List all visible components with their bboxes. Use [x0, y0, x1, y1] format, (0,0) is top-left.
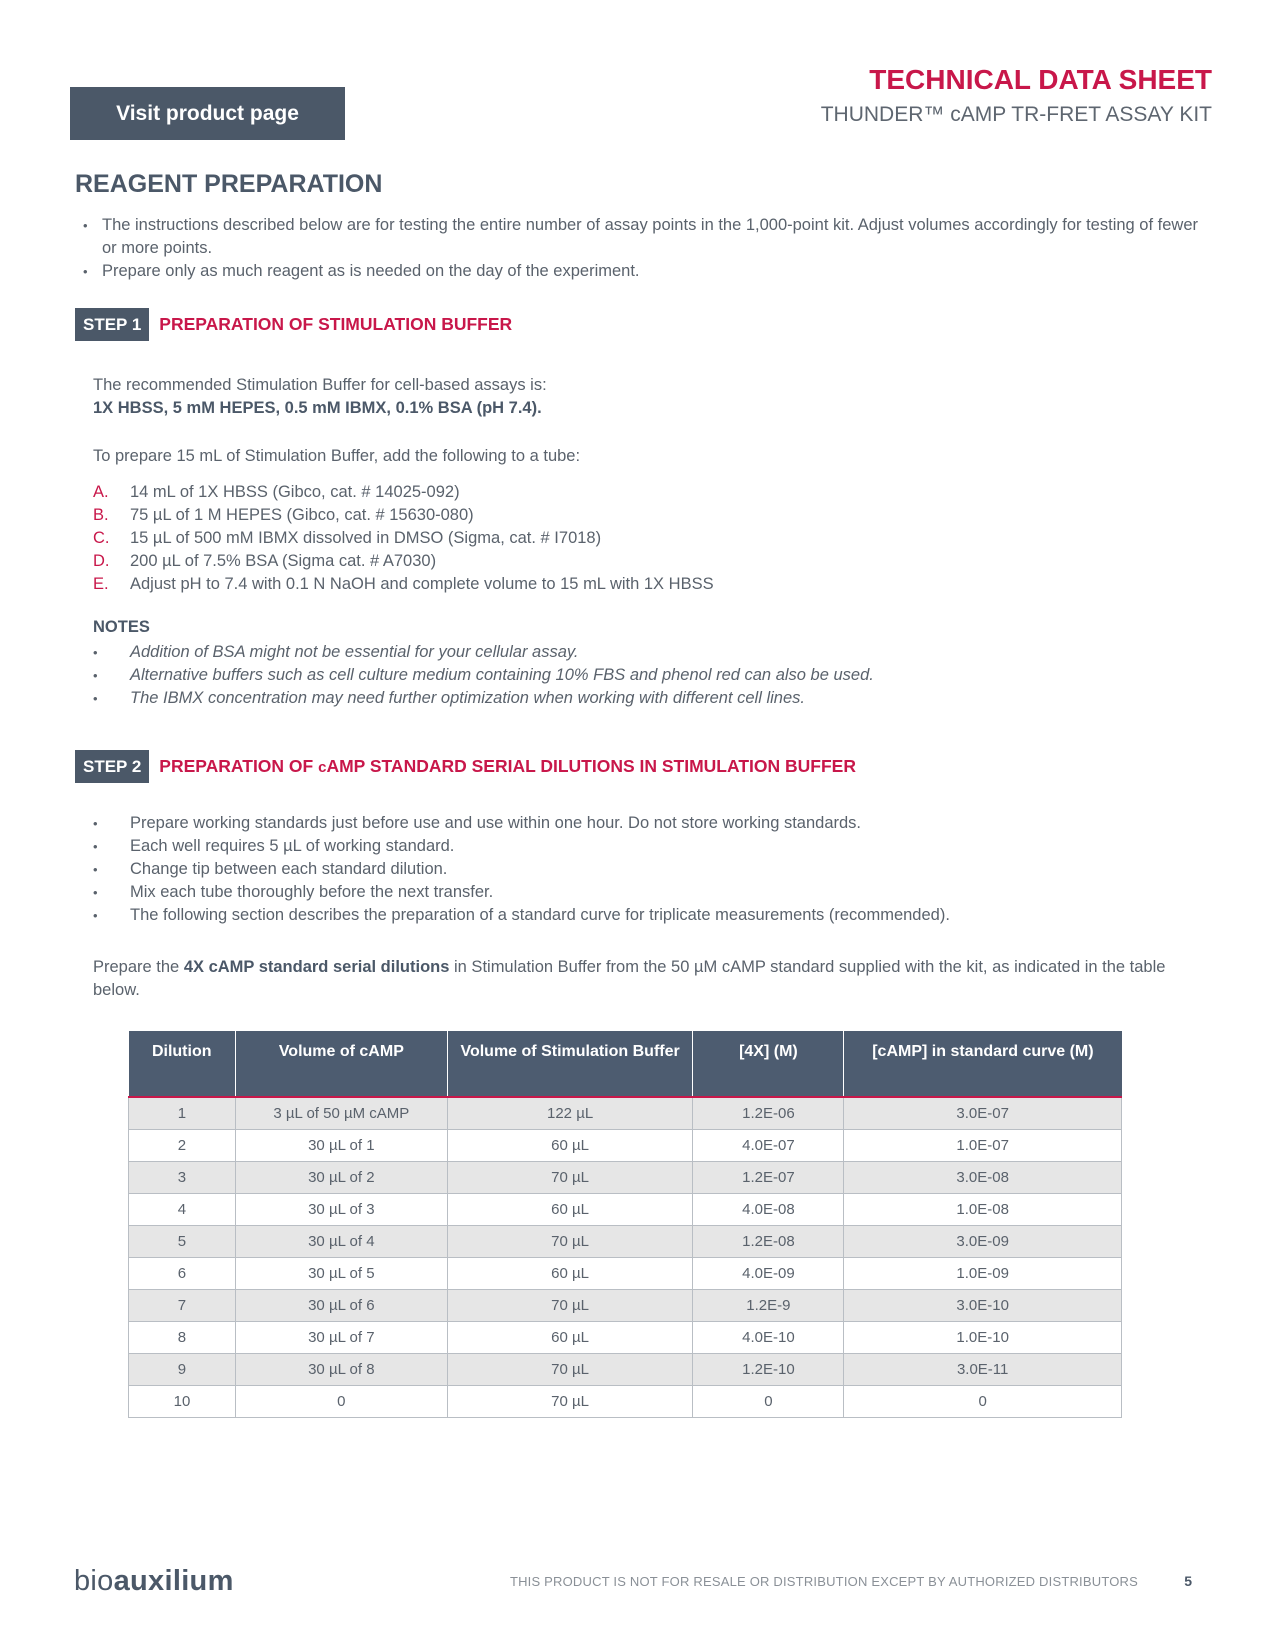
table-row: [129, 1130, 1122, 1162]
step-2-badge: STEP 2: [75, 750, 149, 783]
table-cell: 1.0E-09: [844, 1258, 1122, 1290]
table-cell: 0: [693, 1386, 844, 1418]
step-1-header: [75, 308, 512, 341]
list-item: E. Adjust pH to 7.4 with 0.1 N NaOH and complete volume to 15 mL with 1X HBSS: [93, 575, 714, 593]
table-cell: 8: [129, 1322, 236, 1354]
table-cell: 30 µL of 3: [235, 1194, 447, 1226]
dilution-table: [128, 1031, 1122, 1418]
table-cell: 60 µL: [447, 1322, 693, 1354]
footer-disclaimer: THIS PRODUCT IS NOT FOR RESALE OR DISTRIBUTION EXCEPT BY AUTHORIZED DISTRIBUTORS: [509, 1574, 1138, 1589]
list-item: • Addition of BSA might not be essential for your cellular assay.: [93, 643, 579, 661]
table-cell: 70 µL: [447, 1386, 693, 1418]
list-item: • Each well requires 5 µL of working standard.: [93, 837, 455, 855]
table-header-row: [129, 1031, 1122, 1097]
table-cell: 30 µL of 7: [235, 1322, 447, 1354]
table-cell: 7: [129, 1290, 236, 1322]
list-item: • The IBMX concentration may need further optimization when working with different cell lines.: [93, 689, 805, 707]
table-cell: 30 µL of 1: [235, 1130, 447, 1162]
table-cell: 3: [129, 1162, 236, 1194]
table-cell: 3.0E-08: [844, 1162, 1122, 1194]
table-row: [129, 1322, 1122, 1354]
table-cell: 1.2E-10: [693, 1354, 844, 1386]
section-heading-reagent-preparation: REAGENT PREPARATION: [75, 170, 383, 198]
column-header: Volume of cAMP: [235, 1031, 447, 1097]
recipe-text: 1X HBSS, 5 mM HEPES, 0.5 mM IBMX, 0.1% BSA (pH 7.4).: [93, 399, 542, 417]
table-row: [129, 1226, 1122, 1258]
table-cell: 3 µL of 50 µM cAMP: [235, 1097, 447, 1130]
document-subtitle: THUNDER™ cAMP TR-FRET ASSAY KIT: [820, 103, 1212, 126]
table-row: [129, 1386, 1122, 1418]
table-cell: 1.2E-07: [693, 1162, 844, 1194]
table-cell: 1: [129, 1097, 236, 1130]
table-cell: 3.0E-09: [844, 1226, 1122, 1258]
stimulation-buffer-intro: [93, 374, 1208, 420]
intro-text: The recommended Stimulation Buffer for cell-based assays is:: [93, 376, 547, 394]
table-cell: 70 µL: [447, 1354, 693, 1386]
table-body: [129, 1097, 1122, 1418]
step-1-title: PREPARATION OF STIMULATION BUFFER: [159, 314, 513, 334]
list-item: A. 14 mL of 1X HBSS (Gibco, cat. # 14025-092): [93, 483, 460, 501]
column-header: [4X] (M): [693, 1031, 844, 1097]
table-cell: 0: [235, 1386, 447, 1418]
list-item: • Prepare only as much reagent as is needed on the day of the experiment.: [80, 260, 1210, 283]
table-cell: 2: [129, 1130, 236, 1162]
column-header: Dilution: [129, 1031, 236, 1097]
table-cell: 60 µL: [447, 1194, 693, 1226]
table-cell: 4.0E-10: [693, 1322, 844, 1354]
table-cell: 30 µL of 4: [235, 1226, 447, 1258]
notes-list: [93, 641, 874, 710]
table-cell: 0: [844, 1386, 1122, 1418]
table-cell: 1.2E-9: [693, 1290, 844, 1322]
step-2-title: PREPARATION OF cAMP STANDARD SERIAL DILUTIONS IN STIMULATION BUFFER: [159, 756, 856, 776]
table-cell: 4.0E-07: [693, 1130, 844, 1162]
table-cell: 30 µL of 6: [235, 1290, 447, 1322]
table-cell: 70 µL: [447, 1290, 693, 1322]
table-cell: 122 µL: [447, 1097, 693, 1130]
table-cell: 1.0E-08: [844, 1194, 1122, 1226]
table-cell: 70 µL: [447, 1226, 693, 1258]
table-cell: 4.0E-08: [693, 1194, 844, 1226]
table-row: [129, 1354, 1122, 1386]
table-cell: 60 µL: [447, 1258, 693, 1290]
table-cell: 9: [129, 1354, 236, 1386]
list-item: • Alternative buffers such as cell culture medium containing 10% FBS and phenol red can also be used.: [93, 666, 874, 684]
table-cell: 30 µL of 8: [235, 1354, 447, 1386]
table-cell: 1.0E-10: [844, 1322, 1122, 1354]
table-cell: 30 µL of 2: [235, 1162, 447, 1194]
standards-bullet-list: [93, 812, 950, 927]
list-item: • Prepare working standards just before use and use within one hour. Do not store working standards.: [93, 814, 862, 832]
buffer-steps-list: [93, 481, 714, 596]
list-item: • Mix each tube thoroughly before the next transfer.: [93, 883, 494, 901]
table-cell: 10: [129, 1386, 236, 1418]
column-header: Volume of Stimulation Buffer: [447, 1031, 693, 1097]
table-cell: 4.0E-09: [693, 1258, 844, 1290]
table-cell: 30 µL of 5: [235, 1258, 447, 1290]
table-cell: 60 µL: [447, 1130, 693, 1162]
list-item: C. 15 µL of 500 mM IBMX dissolved in DMSO (Sigma, cat. # I7018): [93, 529, 602, 547]
table-cell: 70 µL: [447, 1162, 693, 1194]
step-1-badge: STEP 1: [75, 308, 149, 341]
bioauxilium-logo: bioauxilium: [74, 1565, 234, 1597]
column-header: [cAMP] in standard curve (M): [844, 1031, 1122, 1097]
list-item: • The following section describes the preparation of a standard curve for triplicate measurements (recommended).: [93, 906, 950, 924]
table-cell: 1.0E-07: [844, 1130, 1122, 1162]
table-cell: 1.2E-08: [693, 1226, 844, 1258]
step-2-header: [75, 750, 856, 783]
table-row: [129, 1194, 1122, 1226]
list-item: B. 75 µL of 1 M HEPES (Gibco, cat. # 15630-080): [93, 506, 474, 524]
table-cell: 5: [129, 1226, 236, 1258]
list-item: • Change tip between each standard dilution.: [93, 860, 448, 878]
table-row: [129, 1097, 1122, 1130]
table-cell: 3.0E-11: [844, 1354, 1122, 1386]
page-number: 5: [1184, 1573, 1192, 1589]
table-cell: 3.0E-07: [844, 1097, 1122, 1130]
table-row: [129, 1258, 1122, 1290]
table-cell: 1.2E-06: [693, 1097, 844, 1130]
document-title: TECHNICAL DATA SHEET: [869, 64, 1212, 95]
reagent-bullet-list: [80, 214, 1210, 283]
visit-product-page-button[interactable]: Visit product page: [70, 87, 345, 140]
list-item: D. 200 µL of 7.5% BSA (Sigma cat. # A7030): [93, 552, 437, 570]
prepare-text: To prepare 15 mL of Stimulation Buffer, add the following to a tube:: [93, 447, 581, 465]
table-cell: 3.0E-10: [844, 1290, 1122, 1322]
table-row: [129, 1290, 1122, 1322]
notes-heading: NOTES: [93, 618, 150, 636]
serial-dilution-instructions: Prepare the 4X cAMP standard serial dilutions in Stimulation Buffer from the 50 µM cAMP standard supplied with the kit, as indicated in the table below.: [93, 958, 1166, 999]
table-row: [129, 1162, 1122, 1194]
list-item: • The instructions described below are for testing the entire number of assay points in the 1,000-point kit. Adjust volumes accordingly for testing of fewer or more points.: [80, 214, 1210, 260]
table-cell: 4: [129, 1194, 236, 1226]
table-cell: 6: [129, 1258, 236, 1290]
